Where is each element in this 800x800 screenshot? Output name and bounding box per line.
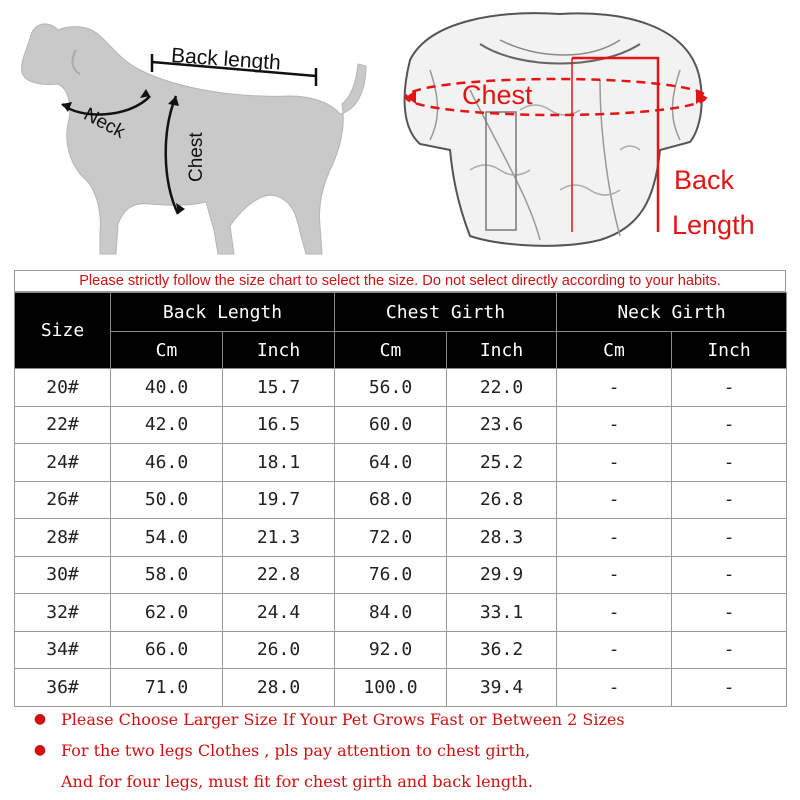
table-cell: -: [672, 519, 787, 557]
table-cell: 39.4: [447, 669, 557, 707]
table-row: [15, 444, 787, 482]
table-cell: 22.0: [447, 369, 557, 407]
table-cell: 68.0: [335, 481, 447, 519]
table-cell: 26.8: [447, 481, 557, 519]
size-cell: 24#: [15, 444, 111, 482]
table-cell: 100.0: [335, 669, 447, 707]
table-row: [15, 481, 787, 519]
size-cell: 22#: [15, 406, 111, 444]
footnotes: [30, 704, 790, 797]
table-cell: 24.4: [223, 594, 335, 632]
illustration-area: [0, 0, 800, 268]
table-cell: 36.2: [447, 631, 557, 669]
bullet-icon: ●: [33, 742, 47, 758]
dog-back-length-label: Back length: [170, 44, 282, 75]
dog-neck-label: Neck: [80, 104, 129, 143]
table-cell: -: [672, 556, 787, 594]
table-cell: -: [672, 444, 787, 482]
jacket-sketch: [405, 13, 706, 246]
table-cell: 29.9: [447, 556, 557, 594]
table-cell: 15.7: [223, 369, 335, 407]
table-row: [15, 669, 787, 707]
table-cell: -: [557, 519, 672, 557]
size-column-header: Size: [15, 293, 111, 369]
table-cell: 40.0: [111, 369, 223, 407]
table-cell: 26.0: [223, 631, 335, 669]
table-cell: 18.1: [223, 444, 335, 482]
table-cell: 54.0: [111, 519, 223, 557]
back-length-header: Back Length: [111, 293, 335, 332]
footnote-item: [30, 766, 790, 797]
unit-header: Cm: [335, 332, 447, 369]
table-cell: 50.0: [111, 481, 223, 519]
table-cell: -: [672, 631, 787, 669]
table-cell: -: [672, 594, 787, 632]
size-cell: 20#: [15, 369, 111, 407]
table-header-row: [15, 293, 787, 332]
table-cell: -: [557, 631, 672, 669]
table-cell: 56.0: [335, 369, 447, 407]
table-cell: 60.0: [335, 406, 447, 444]
table-row: [15, 594, 787, 632]
table-cell: 72.0: [335, 519, 447, 557]
table-cell: -: [557, 556, 672, 594]
table-cell: -: [672, 406, 787, 444]
footnote-text: Please Choose Larger Size If Your Pet Grows Fast or Between 2 Sizes: [61, 710, 625, 729]
table-row: [15, 369, 787, 407]
table-unit-row: [15, 332, 787, 369]
jacket-chest-label: Chest: [462, 80, 533, 110]
table-cell: 71.0: [111, 669, 223, 707]
table-cell: -: [557, 406, 672, 444]
unit-header: Cm: [557, 332, 672, 369]
table-cell: 62.0: [111, 594, 223, 632]
unit-header: Cm: [111, 332, 223, 369]
table-cell: 22.8: [223, 556, 335, 594]
table-cell: -: [672, 369, 787, 407]
table-cell: 21.3: [223, 519, 335, 557]
size-cell: 32#: [15, 594, 111, 632]
table-cell: 76.0: [335, 556, 447, 594]
neck-girth-header: Neck Girth: [557, 293, 787, 332]
table-cell: 28.0: [223, 669, 335, 707]
size-cell: 36#: [15, 669, 111, 707]
table-cell: 66.0: [111, 631, 223, 669]
table-cell: 19.7: [223, 481, 335, 519]
table-cell: 46.0: [111, 444, 223, 482]
table-cell: 28.3: [447, 519, 557, 557]
table-cell: 16.5: [223, 406, 335, 444]
table-cell: 33.1: [447, 594, 557, 632]
jacket-length-label: Length: [672, 210, 755, 240]
table-cell: -: [672, 669, 787, 707]
table-cell: 23.6: [447, 406, 557, 444]
table-cell: -: [557, 594, 672, 632]
size-chart-table: [14, 292, 787, 707]
footnote-item: [30, 735, 790, 766]
table-cell: -: [557, 669, 672, 707]
size-cell: 30#: [15, 556, 111, 594]
dog-chest-label: Chest: [186, 132, 207, 182]
footnote-text: And for four legs, must fit for chest girth and back length.: [61, 772, 533, 791]
table-cell: -: [557, 481, 672, 519]
table-cell: 84.0: [335, 594, 447, 632]
table-cell: 58.0: [111, 556, 223, 594]
size-cell: 28#: [15, 519, 111, 557]
bullet-icon: ●: [33, 711, 47, 727]
unit-header: Inch: [447, 332, 557, 369]
size-cell: 26#: [15, 481, 111, 519]
table-row: [15, 631, 787, 669]
jacket-back-label: Back: [674, 165, 735, 195]
size-cell: 34#: [15, 631, 111, 669]
table-cell: -: [557, 369, 672, 407]
table-cell: -: [557, 444, 672, 482]
table-cell: 64.0: [335, 444, 447, 482]
unit-header: Inch: [223, 332, 335, 369]
table-cell: -: [672, 481, 787, 519]
table-cell: 42.0: [111, 406, 223, 444]
size-chart-notice: Please strictly follow the size chart to select the size. Do not select directly according to your habits.: [14, 270, 786, 292]
table-cell: 25.2: [447, 444, 557, 482]
chest-girth-header: Chest Girth: [335, 293, 557, 332]
footnote-text: For the two legs Clothes , pls pay attention to chest girth,: [61, 741, 531, 760]
table-row: [15, 519, 787, 557]
table-cell: 92.0: [335, 631, 447, 669]
table-row: [15, 406, 787, 444]
unit-header: Inch: [672, 332, 787, 369]
table-row: [15, 556, 787, 594]
footnote-item: [30, 704, 790, 735]
